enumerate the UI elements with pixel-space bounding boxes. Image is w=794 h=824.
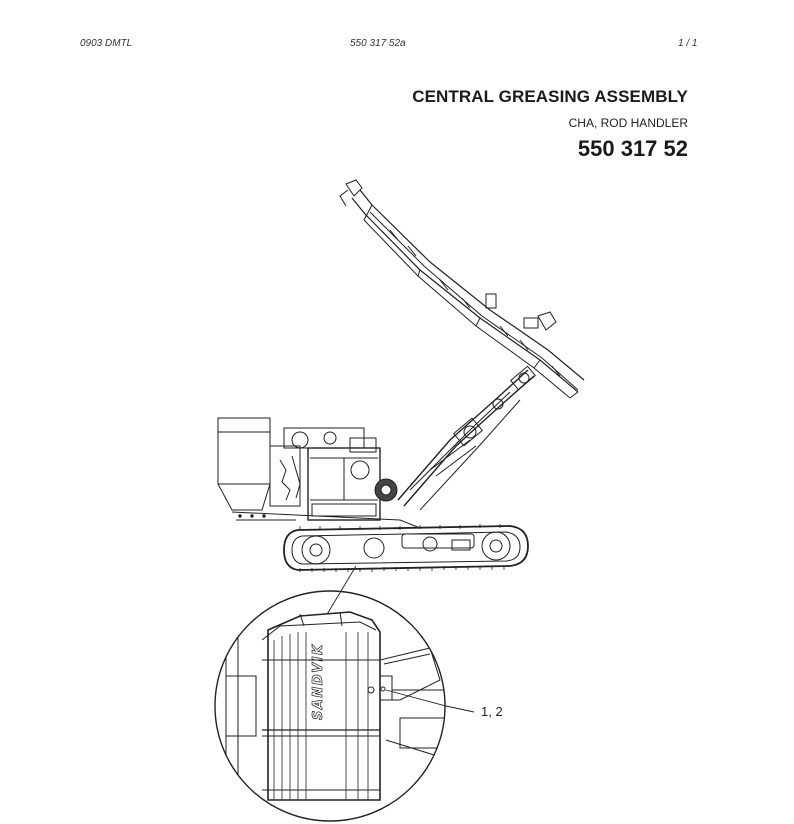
crawler-track <box>284 524 528 572</box>
doc-reference: 550 317 52a <box>350 38 406 49</box>
feed-mast <box>340 180 584 398</box>
page-title: CENTRAL GREASING ASSEMBLY <box>412 87 688 106</box>
boom-arms <box>398 366 535 510</box>
detail-view <box>215 591 474 821</box>
page-subtitle: CHA, ROD HANDLER <box>568 116 688 130</box>
part-number: 550 317 52 <box>577 136 688 161</box>
callout-label: 1, 2 <box>481 704 503 719</box>
manufacturer-logo-text: SANDVIK <box>311 643 326 720</box>
drill-rig-illustration <box>218 180 584 616</box>
callout-leader-line <box>386 690 474 712</box>
page-number: 1 / 1 <box>678 38 698 49</box>
engine-housing <box>218 418 420 528</box>
doc-code: 0903 DMTL <box>80 38 133 49</box>
